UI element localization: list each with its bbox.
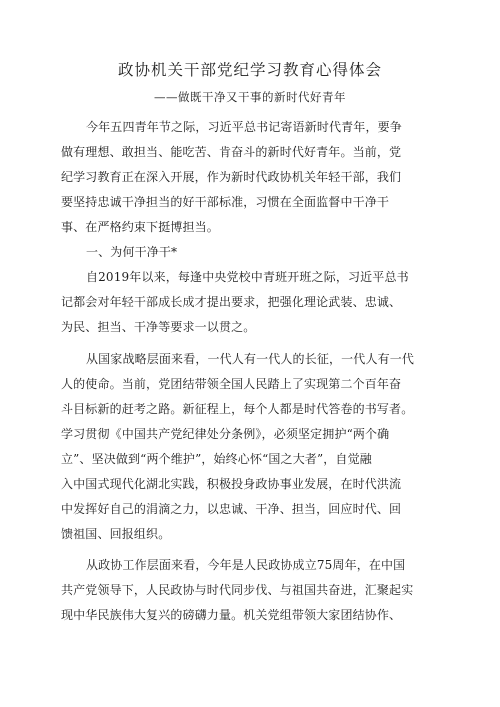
section-heading: 一、为何干净干* (86, 245, 178, 259)
paragraph-line: 立”、坚决做到“两个维护”，始终心怀“国之大者”，自觉融 (61, 452, 372, 466)
paragraph-line: 从国家战略层面来看，一代人有一代人的长征，一代人有一代 (86, 352, 415, 366)
paragraph-line: 入中国式现代化湖北实践，积极投身政协事业发展，在时代洪流 (61, 477, 402, 491)
paragraph-line: 自2019年以来，每逢中央党校中青班开班之际，习近平总书 (86, 270, 409, 284)
paragraph-line: 记都会对年轻干部成长成才提出要求，把强化理论武装、忠诚、 (61, 295, 402, 309)
paragraph-line: 今年五四青年节之际，习近平总书记寄语新时代青年，要争 (86, 120, 402, 134)
paragraph-line: 现中华民族伟大复兴的磅礴力量。机关党组带领大家团结协作、 (61, 608, 402, 622)
document-subtitle: ——做既干净又干事的新时代好青年 (154, 90, 346, 104)
paragraph-line: 中发挥好自己的涓滴之力，以忠诚、干净、担当，回应时代、回 (61, 502, 402, 516)
paragraph-line: 做有理想、敢担当、能吃苦、肯奋斗的新时代好青年。当前，党 (61, 145, 402, 159)
paragraph-line: 馈祖国、回报组织。 (61, 527, 171, 541)
paragraph-line: 为民、担当、干净等要求一以贯之。 (61, 320, 256, 334)
paragraph-line: 斗目标新的赶考之路。新征程上，每个人都是时代答卷的书写者。 (61, 402, 414, 416)
paragraph-line: 人的使命。当前，党团结带领全国人民踏上了实现第二个百年奋 (61, 377, 402, 391)
paragraph-line: 纪学习教育正在深入开展，作为新时代政协机关年轻干部，我们 (61, 170, 402, 184)
paragraph-line: 事、在严格约束下挺博担当。 (61, 220, 219, 234)
paragraph-line: 要坚持忠诚干净担当的好干部标准，习惯在全面监督中干净干 (61, 195, 390, 209)
paragraph-line: 共产党领导下，人民政协与时代同步伐、与祖国共奋进，汇聚起实 (61, 583, 414, 597)
document-title: 政协机关干部党纪学习教育心得体会 (117, 61, 382, 79)
paragraph-line: 学习贯彻《中国共产党纪律处分条例》，必须坚定拥护“两个确 (61, 427, 390, 441)
paragraph-line: 从政协工作层面来看，今年是人民政协成立75周年，在中国 (86, 558, 406, 572)
